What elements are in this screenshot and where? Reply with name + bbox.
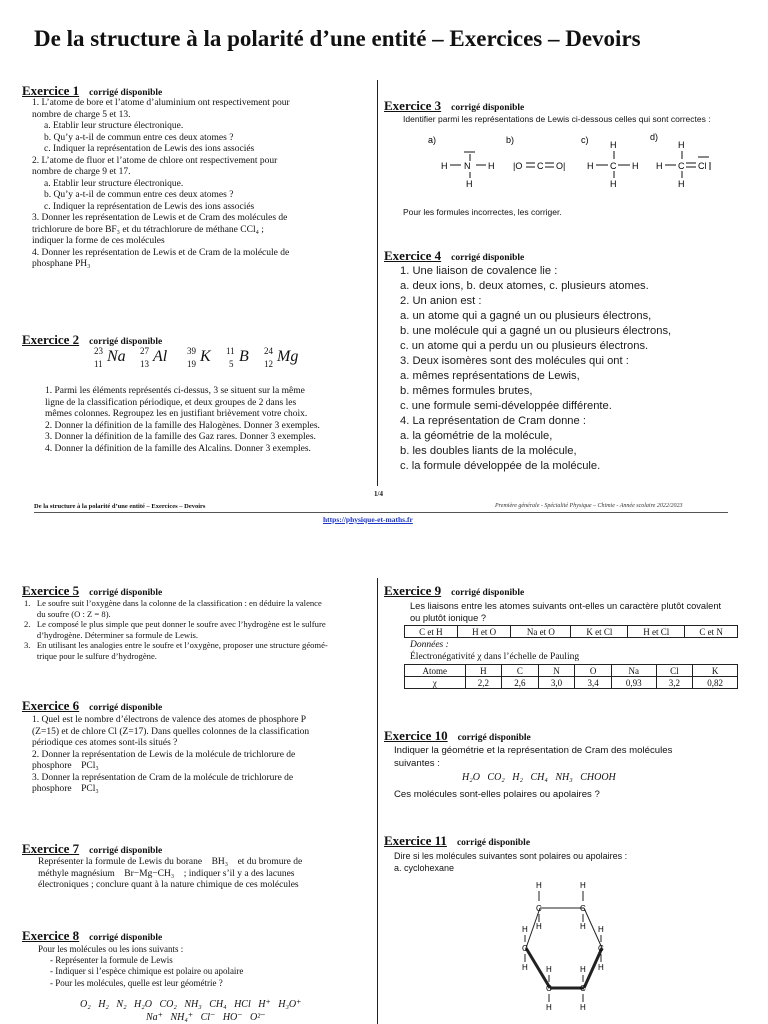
ex2-corrige: corrigé disponible [89, 337, 163, 347]
isotope-mass: 24 [264, 346, 273, 356]
bond-cell: H et O [457, 626, 511, 638]
bond-cell: C et N [685, 626, 738, 638]
bond-cell: K et Cl [571, 626, 628, 638]
ex4-line: a. la géométrie de la molécule, [400, 430, 553, 442]
atom-cell: K [693, 665, 738, 677]
ex6-title: Exercice 6 [22, 698, 80, 713]
ex5-body [24, 598, 328, 662]
ex2-line: mêmes colonnes. Regroupez les en justifiant brièvement votre choix. [45, 409, 308, 419]
svg-text:H: H [441, 161, 448, 171]
label-b: b) [506, 135, 515, 145]
ex10-corrige: corrigé disponible [457, 733, 531, 743]
atom-cell: Na [611, 665, 656, 677]
ex1-line: a. Etablir leur structure électronique. [44, 178, 184, 189]
ex8-body [38, 944, 243, 989]
isotope-z: 19 [187, 359, 196, 369]
ex4-line: 2. Un anion est : [400, 295, 482, 307]
ex8-line: - Indiquer si l’espèce chimique est polaire ou apolaire [50, 966, 244, 977]
ex10-formulas: H₂O CO₂ H₂ CH₄ NH₃ CHOOH [462, 772, 616, 783]
ex1-corrige: corrigé disponible [89, 88, 163, 98]
ex4-corrige: corrigé disponible [451, 253, 525, 263]
svg-text:H: H [536, 922, 542, 931]
ex6-body [32, 715, 309, 796]
svg-text:H: H [466, 179, 473, 189]
svg-text:H: H [598, 925, 604, 934]
ex1-line: a. Etablir leur structure électronique. [44, 121, 184, 131]
ex10-title: Exercice 10 [384, 728, 448, 743]
ex10-line: Indiquer la géométrie et la représentation de Cram des molécules [394, 745, 673, 756]
isotope-z: 11 [94, 359, 103, 369]
svg-text:Cl: Cl [698, 161, 707, 171]
ex1-line: 1. L’atome de bore et l’atome d’aluminium ont respectivement pour [32, 98, 290, 108]
lewis-b [513, 161, 565, 171]
value-cell: χ [405, 677, 466, 689]
svg-text:O|: O| [556, 161, 566, 171]
svg-text:H: H [678, 179, 685, 189]
ex1-line: b. Qu’y a-t-il de commun entre ces deux atomes ? [44, 132, 234, 143]
value-cell: 3,2 [656, 677, 693, 689]
ex7-line: méthyle magnésium Br−Mg−CH₃ ; indiquer s’il y a des lacunes [38, 868, 295, 879]
ex8-heading [22, 928, 162, 944]
ex4-line: b. les doubles liants de la molécule, [400, 445, 577, 457]
ex6-heading [22, 698, 162, 714]
ex6-line: 3. Donner la représentation de Cram de la molécule de trichlorure de [32, 772, 294, 783]
cyclohexane-cram-diagram [512, 880, 622, 1020]
ex1-line: trichlorure de bore BF₃ et du tétrachlorure de méthane CCl₄ ; [32, 224, 264, 235]
svg-text:C: C [598, 944, 604, 953]
ex6-line: 2. Donner la représentation de Lewis de la molécule de trichlorure de [32, 749, 296, 760]
electronegativity-table [404, 664, 738, 689]
svg-text:H: H [580, 965, 586, 974]
ex4-line: 3. Deux isomères sont des molécules qui ont : [400, 355, 629, 367]
svg-text:H: H [632, 161, 639, 171]
isotope-symbol: B [239, 348, 249, 365]
lewis-c [587, 140, 639, 189]
ex9-corrige: corrigé disponible [451, 588, 525, 598]
svg-text:H: H [656, 161, 663, 171]
ex3-intro: Identifier parmi les représentations de Lewis ci-dessous celles qui sont correctes : [403, 114, 711, 124]
ex5-line: 2. Le composé le plus simple que peut donner le soufre avec l’hydrogène est le sulfure [24, 619, 326, 630]
ex4-line: c. un atome qui a perdu un ou plusieurs électrons. [400, 340, 649, 352]
ex7-body [38, 857, 302, 892]
label-d: d) [650, 132, 659, 142]
ex1-line: indiquer la forme de ces molécules [32, 236, 165, 246]
svg-text:|O: |O [513, 161, 523, 171]
ex4-line: c. la formule développée de la molécule. [400, 460, 601, 472]
ex6-line: 1. Quel est le nombre d’électrons de valence des atomes de phosphore P [32, 715, 307, 725]
svg-text:H: H [598, 963, 604, 972]
svg-text:C: C [522, 944, 528, 953]
isotope-mg [264, 346, 299, 369]
lewis-structures-diagram [428, 132, 728, 190]
ex8-formulas-2: Na⁺ NH₄⁺ Cl⁻ HO⁻ O²⁻ [146, 1012, 266, 1023]
ex9-title: Exercice 9 [384, 583, 442, 598]
ex1-body [32, 98, 290, 271]
atom-cell: H [465, 665, 502, 677]
ex5-line: 1. Le soufre suit l’oxygène dans la colonne de la classification : en déduire la valence [24, 598, 322, 608]
column-divider-bottom [377, 578, 378, 1024]
ex1-line: nombre de charge 9 et 17. [32, 167, 131, 177]
isotope-mass: 11 [226, 346, 235, 356]
page-number: 1/4 [374, 490, 383, 498]
ex4-line: 1. Une liaison de covalence lie : [400, 265, 558, 277]
ex11-corrige: corrigé disponible [456, 838, 531, 848]
ex7-line: Représenter la formule de Lewis du borane BH₃ et du bromure de [38, 857, 303, 867]
svg-text:H: H [587, 161, 594, 171]
ex7-heading [22, 841, 162, 857]
ex5-line: trique pour le sulfure d’hydrogène. [24, 650, 157, 661]
value-cell: 3,0 [538, 677, 575, 689]
svg-text:H: H [610, 179, 617, 189]
isotope-z: 12 [264, 359, 273, 369]
value-cell: 2,2 [465, 677, 502, 689]
ex5-corrige: corrigé disponible [89, 588, 163, 598]
ex6-line: phosphore PCl₃ [32, 784, 99, 794]
ex11-body [394, 850, 627, 874]
ex4-body [400, 264, 671, 474]
ex2-line: 1. Parmi les éléments représentés ci-dessus, 3 se situent sur la même [45, 386, 305, 396]
ex9-heading [384, 583, 524, 599]
ex5-line: du soufre (O : Z = 8). [24, 608, 111, 619]
ex8-formulas-1: O₂ H₂ N₂ H₂O CO₂ NH₃ CH₄ HCl H⁺ H₃O⁺ [80, 999, 302, 1010]
ex10-heading [384, 728, 531, 744]
svg-text:C: C [537, 161, 544, 171]
ex7-line: électroniques ; conclure quant à la nature chimique de ces molécules [38, 880, 299, 890]
svg-text:C: C [580, 904, 586, 913]
ex6-line: (Z=15) et de chlore Cl (Z=17). Dans quelles colonnes de la classification [32, 726, 310, 737]
ex1-line: 2. L’atome de fluor et l’atome de chlore ont respectivement pour [32, 155, 278, 166]
ex3-corrige: corrigé disponible [451, 103, 525, 113]
isotope-z: 5 [229, 359, 234, 369]
ex1-title: Exercice 1 [22, 83, 80, 98]
svg-text:H: H [580, 881, 586, 890]
ex4-heading [384, 248, 524, 264]
isotope-mass: 23 [94, 346, 103, 356]
ex1-line: nombre de charge 5 et 13. [32, 109, 131, 120]
site-link[interactable]: https://physique-et-maths.fr [323, 515, 413, 524]
bond-cell: C et H [405, 626, 458, 638]
ex4-line: c. une formule semi-développée différente. [400, 400, 612, 412]
ex1-line: 3. Donner les représentation de Lewis et de Cram des molécules de [32, 213, 288, 223]
label-a: a) [428, 135, 437, 145]
isotope-symbol: Al [153, 348, 168, 365]
isotope-symbol: Mg [277, 348, 299, 365]
svg-text:C: C [546, 984, 552, 993]
ex4-line: b. mêmes formules brutes, [400, 385, 533, 397]
svg-text:C: C [678, 161, 685, 171]
ex8-title: Exercice 8 [22, 928, 80, 943]
ex7-title: Exercice 7 [22, 841, 80, 856]
page-title: De la structure à la polarité d’une entité – Exercices – Devoirs [34, 26, 641, 51]
svg-text:C: C [580, 984, 586, 993]
column-divider-top [377, 80, 378, 486]
footer-separator [34, 512, 728, 513]
svg-text:H: H [546, 965, 552, 974]
svg-text:H: H [580, 922, 586, 931]
ex3-heading [384, 98, 524, 114]
atom-cell: O [575, 665, 612, 677]
svg-text:H: H [610, 140, 617, 150]
svg-text:H: H [536, 881, 542, 890]
ex11-line: a. cyclohexane [394, 863, 455, 873]
ex4-line: b. une molécule qui a gagné un ou plusieurs électrons, [400, 325, 672, 337]
isotope-symbol: K [200, 348, 211, 365]
value-cell: 2,6 [502, 677, 539, 689]
isotope-k [187, 346, 211, 369]
bonds-table [404, 625, 738, 638]
ex1-line: phosphane PH₃ [32, 259, 91, 269]
ex11-line: Dire si les molécules suivantes sont polaires ou apolaires : [394, 851, 628, 861]
lewis-a [441, 152, 495, 189]
ex6-line: phosphore PCl₃ [32, 761, 99, 771]
ex3-title: Exercice 3 [384, 98, 442, 113]
ex7-corrige: corrigé disponible [89, 846, 163, 856]
label-c: c) [581, 135, 589, 145]
ex2-line: ligne de la classification périodique, et deux groupes de 2 dans les [45, 397, 297, 408]
isotope-mass: 27 [140, 346, 149, 356]
ex4-title: Exercice 4 [384, 248, 442, 263]
isotope-symbol: Na [107, 348, 126, 365]
atom-cell: Atome [405, 665, 466, 677]
ex9-intro-line: ou plutôt ionique ? [410, 612, 486, 623]
ex2-line: 2. Donner la définition de la famille des Halogènes. Donner 3 exemples. [45, 420, 320, 431]
atom-cell: Cl [656, 665, 693, 677]
footer-course: Première générale - Spécialité Physique – Chimie - Année scolaire 2022/2023 [495, 503, 683, 509]
ex1-line: c. Indiquer la représentation de Lewis des ions associés [44, 201, 255, 212]
ex1-heading [22, 83, 162, 99]
lewis-d [656, 140, 710, 189]
value-cell: 0,82 [693, 677, 738, 689]
ex6-corrige: corrigé disponible [89, 703, 163, 713]
svg-text:N: N [464, 161, 471, 171]
ex1-line: 4. Donner les représentation de Lewis et de Cram de la molécule de [32, 247, 290, 258]
ex10-body [394, 744, 672, 770]
ex10-question: Ces molécules sont-elles polaires ou apolaires ? [394, 789, 600, 800]
svg-text:C: C [610, 161, 617, 171]
ex8-line: - Représenter la formule de Lewis [50, 955, 173, 966]
ex1-line: b. Qu’y a-t-il de commun entre ces deux atomes ? [44, 190, 234, 200]
ex9-intro [410, 601, 721, 624]
ex9-intro-line: Les liaisons entre les atomes suivants ont-elles un caractère plutôt covalent [410, 601, 722, 611]
isotope-b [226, 346, 249, 369]
svg-text:C: C [536, 904, 542, 913]
ex5-line: d’hydrogène. Déterminer sa formule de Lewis. [24, 629, 198, 640]
isotope-z: 13 [140, 359, 149, 369]
svg-text:H: H [546, 1003, 552, 1012]
ex2-line: 4. Donner la définition de la famille des Alcalins. Donner 3 exemples. [45, 443, 311, 454]
ex9-donnees: Données : [410, 640, 449, 650]
ex4-line: a. un atome qui a gagné un ou plusieurs électrons, [400, 310, 652, 322]
svg-text:H: H [678, 140, 685, 150]
ex6-line: périodique ces atomes sont-ils situés ? [32, 738, 178, 748]
ex8-corrige: corrigé disponible [89, 933, 163, 943]
bond-cell: Na et O [511, 626, 571, 638]
ex1-line: c. Indiquer la représentation de Lewis des ions associés [44, 144, 255, 154]
isotope-mass: 39 [187, 346, 196, 356]
ex10-line: suivantes : [394, 758, 440, 769]
ex4-line: 4. La représentation de Cram donne : [400, 415, 586, 427]
svg-text:H: H [522, 925, 528, 934]
ex8-line: Pour les molécules ou les ions suivants : [38, 944, 184, 954]
footer-title: De la structure à la polarité d’une entité – Exercices – Devoirs [34, 503, 206, 510]
ex5-title: Exercice 5 [22, 583, 80, 598]
ex2-line: 3. Donner la définition de la famille des Gaz rares. Donner 3 exemples. [45, 432, 316, 442]
ex5-heading [22, 583, 162, 599]
ex8-line: - Pour les molécules, quelle est leur géométrie ? [50, 977, 223, 988]
ex2-title: Exercice 2 [22, 332, 80, 347]
ex11-heading [384, 833, 530, 849]
value-cell: 3,4 [575, 677, 612, 689]
isotope-na [94, 346, 126, 369]
ex5-line: 3. En utilisant les analogies entre le soufre et l’oxygène, proposer une structure géomé- [24, 640, 328, 651]
atom-cell: N [538, 665, 575, 677]
value-cell: 0,93 [611, 677, 656, 689]
svg-text:H: H [580, 1003, 586, 1012]
svg-text:H: H [522, 963, 528, 972]
ex9-electro: Électronégativité χ dans l’échelle de Pauling [410, 652, 580, 662]
atom-cell: C [502, 665, 539, 677]
ex3-outro: Pour les formules incorrectes, les corriger. [403, 207, 562, 217]
isotope-al [140, 346, 168, 369]
ex4-line: a. mêmes représentations de Lewis, [400, 370, 580, 382]
bond-cell: H et Cl [628, 626, 685, 638]
svg-text:H: H [488, 161, 495, 171]
ex11-title: Exercice 11 [384, 833, 447, 848]
ex4-line: a. deux ions, b. deux atomes, c. plusieurs atomes. [400, 280, 649, 292]
ex2-body [45, 386, 320, 455]
